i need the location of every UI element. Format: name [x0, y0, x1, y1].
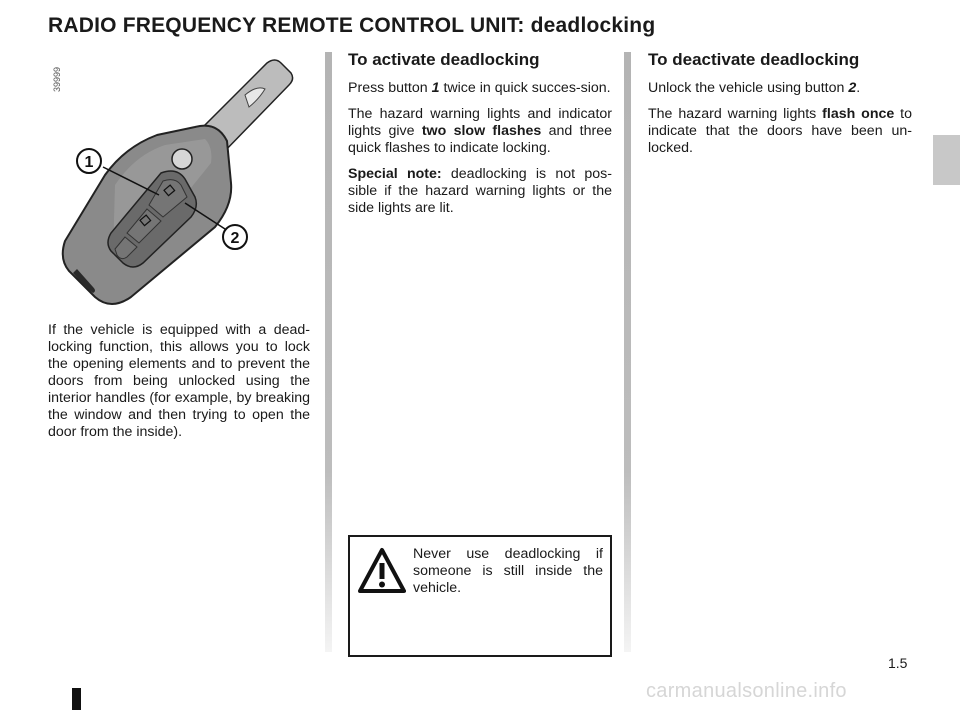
- key-release-button: [172, 149, 192, 169]
- button-2-ref: 2: [848, 80, 857, 96]
- button-1-ref: 1: [431, 80, 440, 96]
- deactivate-heading: To deactivate deadlocking: [648, 50, 860, 69]
- watermark: carmanualsonline.info: [646, 680, 847, 702]
- activate-heading: To activate deadlocking: [348, 50, 540, 69]
- warning-box: [348, 535, 612, 657]
- column-divider-left: [325, 52, 332, 652]
- figure-reference-number: 39999: [52, 66, 62, 92]
- callout-2-label: 2: [230, 230, 240, 247]
- activate-section: [348, 50, 612, 226]
- section-tab: [933, 135, 960, 185]
- activate-special-note: Special note: deadlocking is not pos-sible if the hazard warning lights or the side lights are lit.: [348, 166, 612, 216]
- deactivate-section: [648, 50, 912, 166]
- warning-triangle-icon: [358, 547, 406, 595]
- deadlocking-description-text: If the vehicle is equipped with a dead-locking function, this allows you to lock the opening elements and to prevent the doors from being unlocked using the interior handles (for example, by breaking the window and then trying to open the door from the inside).: [48, 322, 310, 440]
- page-title: RADIO FREQUENCY REMOTE CONTROL UNIT: deadlocking: [48, 14, 656, 37]
- activate-step-2: The hazard warning lights and indicator lights give two slow flashes and three quick flashes to indicate locking.: [348, 106, 612, 156]
- deadlocking-description: [48, 322, 310, 450]
- column-divider-right: [624, 52, 631, 652]
- deactivate-step-2: The hazard warning lights flash once to indicate that the doors have been un-locked.: [648, 106, 912, 156]
- deactivate-step-1: Unlock the vehicle using button 2.: [648, 80, 861, 96]
- warning-text: Never use deadlocking if someone is still inside the vehicle.: [413, 546, 603, 596]
- page-edge-mark: [72, 688, 81, 710]
- activate-step-1: Press button 1 twice in quick succes-sion.: [348, 80, 611, 96]
- page-number: 1.5: [888, 655, 908, 671]
- callout-1-label: 1: [84, 154, 94, 171]
- remote-key-figure: [45, 55, 315, 310]
